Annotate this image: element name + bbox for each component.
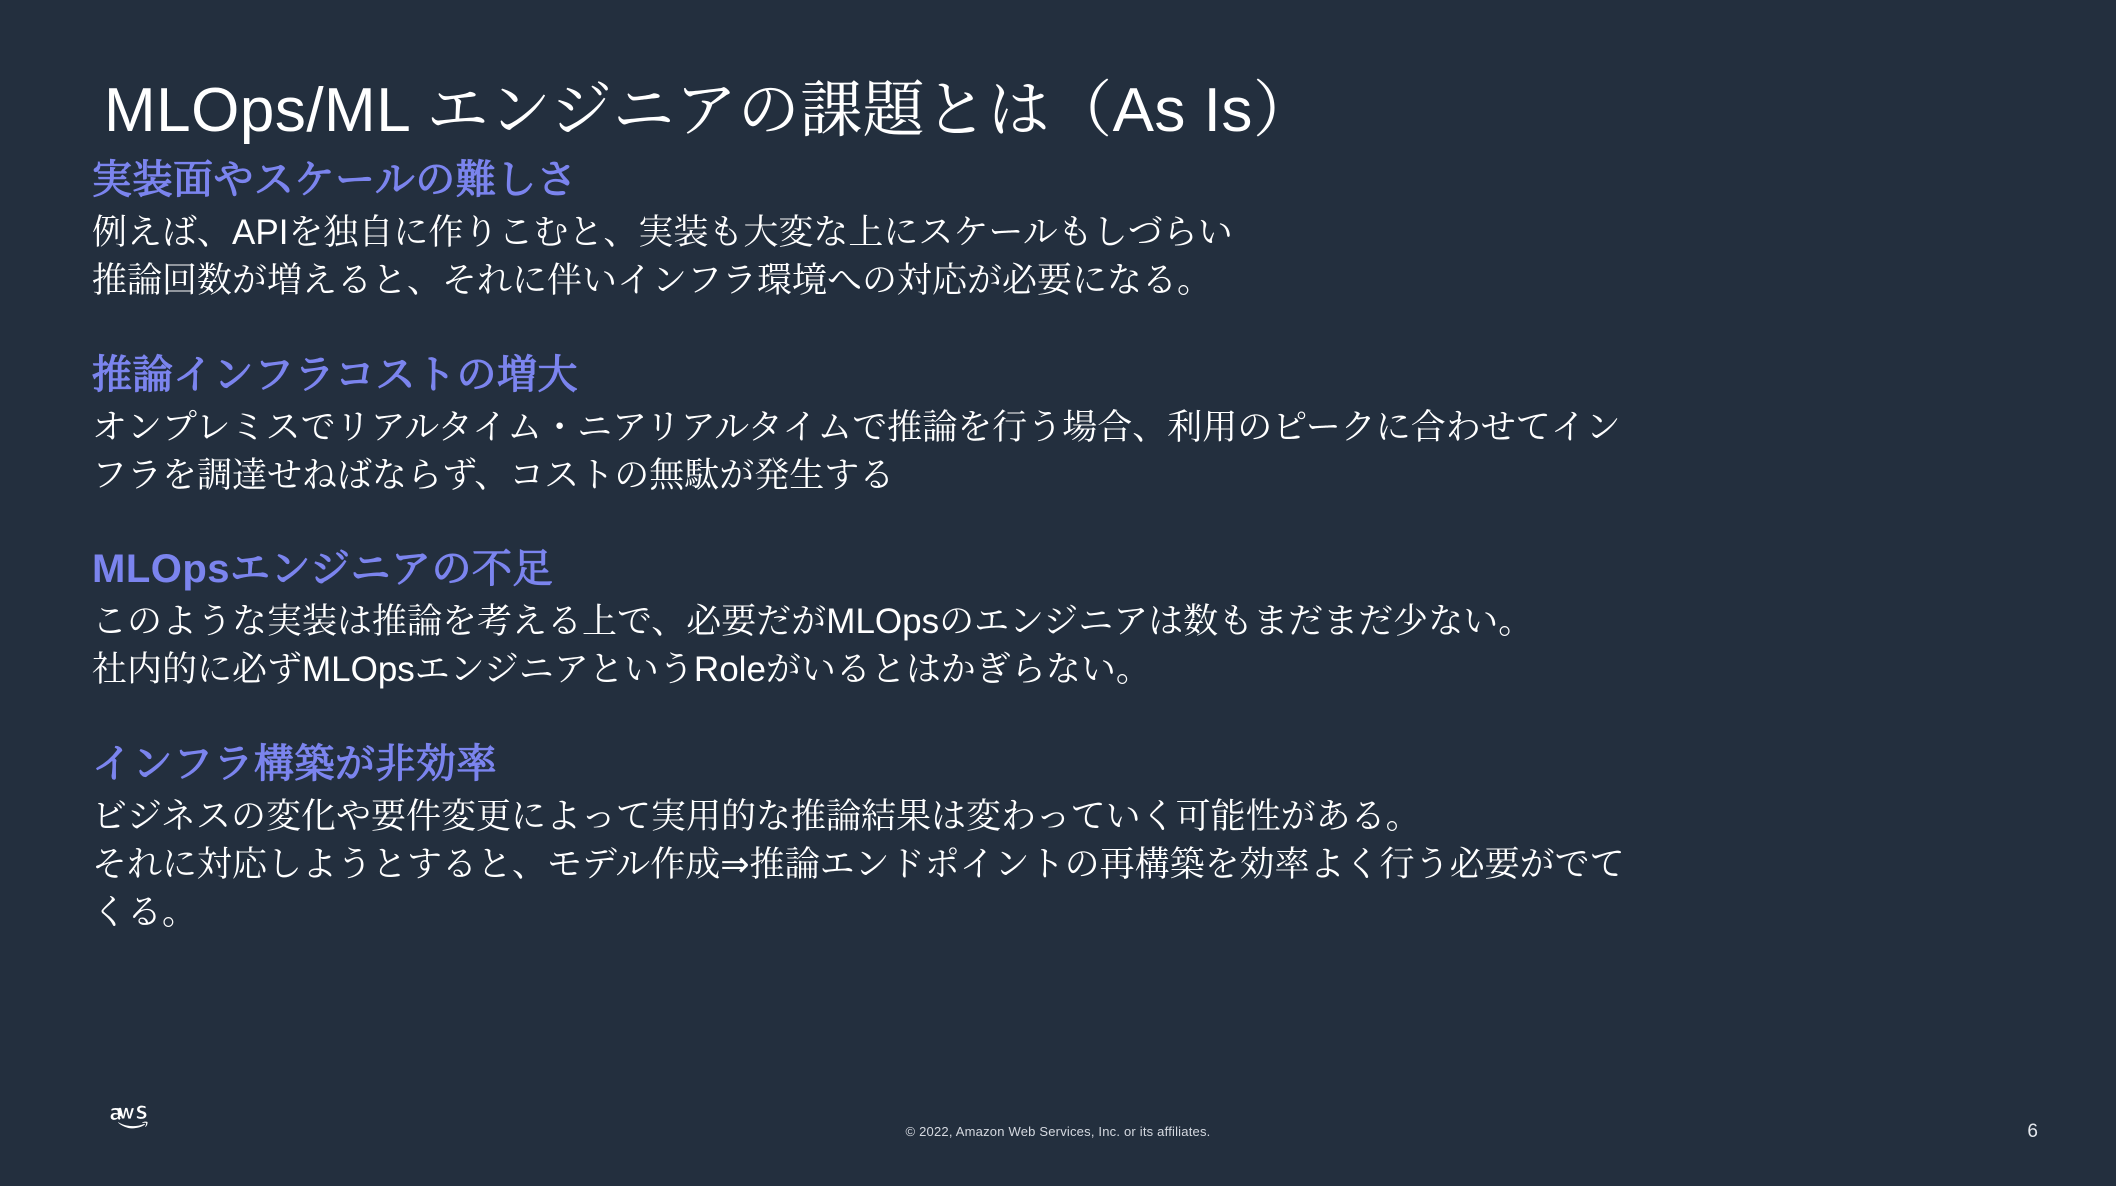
section-body: [92, 598, 2052, 695]
section-infra-inefficiency: [92, 739, 2076, 938]
section-body: [92, 209, 2052, 306]
section-heading: インフラ構築が非効率: [92, 741, 497, 786]
page-number: 6: [2027, 1121, 2038, 1142]
section-body-line: 例えば、APIを独自に作りこむと、実装も大変な上にスケールもしづらい: [92, 213, 1233, 252]
page-title: MLOps/ML エンジニアの課題とは（As Is）: [104, 75, 1316, 145]
section-body-line: 社内的に必ずMLOpsエンジニアというRoleがいるとはかぎらない。: [92, 650, 1151, 690]
section-body-line: フラを調達せねばならず、コストの無駄が発生する: [92, 455, 895, 495]
slide-content: [92, 155, 2076, 938]
copyright-text: © 2022, Amazon Web Services, Inc. or its affiliates.: [905, 1124, 1211, 1139]
slide-footer: [0, 1076, 2116, 1186]
section-engineer-shortage: [92, 544, 2076, 695]
section-inference-cost: [92, 350, 2076, 501]
section-body-line: オンプレミスでリアルタイム・ニアリアルタイムで推論を行う場合、利用のピークに合わせてイン: [92, 407, 1621, 447]
section-body: [92, 793, 2052, 938]
section-heading: 推論インフラコストの増大: [92, 352, 578, 397]
section-body-line: このような実装は推論を考える上で、必要だがMLOpsのエンジニアは数もまだまだ少ない。: [92, 602, 1534, 642]
section-heading: 実装面やスケールの難しさ: [92, 158, 578, 202]
section-body-line: 推論回数が増えると、それに伴いインフラ環境への対応が必要になる。: [92, 261, 1213, 301]
section-heading: MLOpsエンジニアの不足: [92, 547, 554, 592]
section-body-line: ビジネスの変化や要件変更によって実用的な推論結果は変わっていく可能性がある。: [92, 796, 1421, 836]
section-body: [92, 404, 2052, 501]
section-body-line: それに対応しようとすると、モデル作成⇒推論エンドポイントの再構築を効率よく行う必要がでて: [92, 845, 1625, 885]
aws-logo-icon: [100, 1102, 170, 1148]
section-body-line: くる。: [92, 893, 198, 933]
section-implementation-difficulty: [92, 155, 2076, 306]
